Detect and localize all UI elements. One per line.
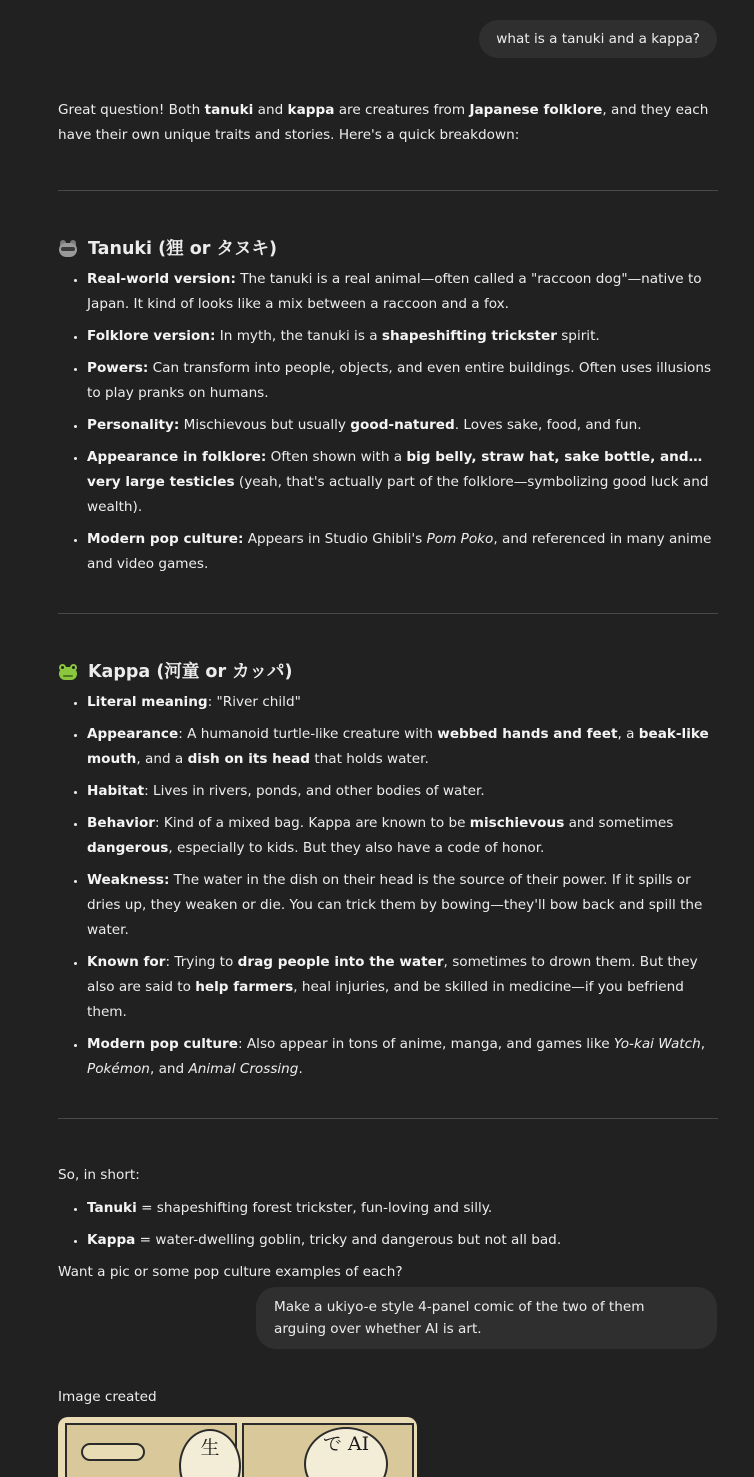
generated-comic-image[interactable] [58,1417,417,1477]
intro-paragraph: Great question! Both tanuki and kappa are creatures from Japanese folklore, and they each have their own unique traits and stories. Here's a quick breakdown: [58,102,709,143]
list-item: • Appearance in folklore: Often shown with a big belly, straw hat, sake bottle, and… very large testicles (yeah, that's actually part of the folklore—symbolizing good luck and wealth). [87,445,718,520]
kappa-heading: Kappa (河童 or カッパ) [58,659,718,685]
follow-up-question: Want a pic or some pop culture examples of each? [58,1264,403,1280]
user-message-text: Make a ukiyo-e style 4-panel comic of the two of them arguing over whether AI is art. [274,1299,645,1337]
list-item: • Personality: Mischievous but usually good-natured. Loves sake, food, and fun. [87,413,718,438]
divider [58,613,718,614]
list-item: • Modern pop culture: Appears in Studio Ghibli's Pom Poko, and referenced in many anime and video games. [87,527,718,577]
comic-panel [242,1423,414,1477]
raccoon-icon [58,240,78,258]
image-created-label: Image created [58,1389,157,1405]
list-item: • Literal meaning: "River child" [87,690,718,715]
speech-bubble: 生 [179,1429,241,1477]
list-item: • Tanuki = shapeshifting forest trickster, fun-loving and silly. [87,1196,718,1221]
cloud-drawing [81,1443,145,1461]
summary-list [58,1196,718,1253]
assistant-response [58,98,718,1285]
list-item: • Habitat: Lives in rivers, ponds, and other bodies of water. [87,779,718,804]
list-item: • Real-world version: The tanuki is a real animal—often called a "raccoon dog"—native to Japan. It kind of looks like a mix between a raccoon and a fox. [87,267,718,317]
user-message-bubble [256,1287,717,1349]
list-item: • Known for: Trying to drag people into the water, sometimes to drown them. But they also are said to help farmers, heal injuries, and be skilled in medicine—if you befriend them. [87,950,718,1025]
list-item: • Modern pop culture: Also appear in tons of anime, manga, and games like Yo-kai Watch, Pokémon, and Animal Crossing. [87,1032,718,1082]
tanuki-heading: Tanuki (狸 or タヌキ) [58,236,718,262]
tanuki-list [58,267,718,577]
list-item: • Appearance: A humanoid turtle-like creature with webbed hands and feet, a beak-like mouth, and a dish on its head that holds water. [87,722,718,772]
list-item: • Kappa = water-dwelling goblin, tricky and dangerous but not all bad. [87,1228,718,1253]
user-message-bubble [479,20,717,58]
list-item: • Powers: Can transform into people, objects, and even entire buildings. Often uses illusions to play pranks on humans. [87,356,718,406]
user-message-text: what is a tanuki and a kappa? [496,31,700,47]
summary-lead: So, in short: [58,1167,140,1183]
list-item: • Folklore version: In myth, the tanuki is a shapeshifting trickster spirit. [87,324,718,349]
list-item: • Weakness: The water in the dish on their head is the source of their power. If it spills or dries up, they weaken or die. You can trick them by bowing—they'll bow back and spill the water. [87,868,718,943]
list-item: • Behavior: Kind of a mixed bag. Kappa are known to be mischievous and sometimes dangerous, especially to kids. But they also have a code of honor. [87,811,718,861]
frog-icon [58,663,78,681]
kappa-list [58,690,718,1082]
comic-panel [65,1423,237,1477]
speech-bubble: で AI [304,1427,388,1477]
divider [58,1118,718,1119]
divider [58,190,718,191]
